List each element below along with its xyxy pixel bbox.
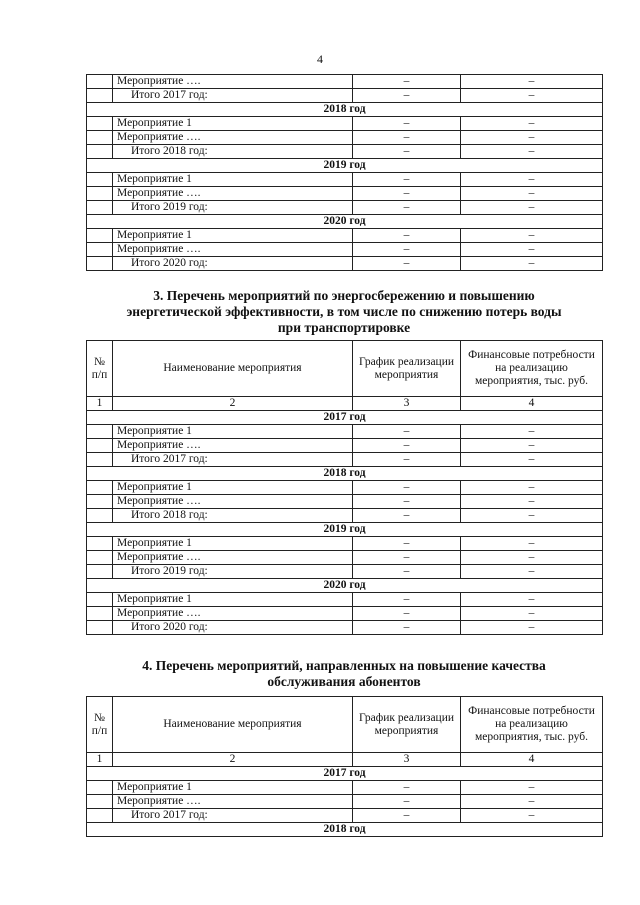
finance-cell: – (461, 425, 603, 439)
schedule-cell: – (353, 551, 461, 565)
event-name: Мероприятие …. (113, 607, 353, 621)
energy-saving-events-table (86, 340, 603, 635)
finance-cell: – (461, 481, 603, 495)
total-label: Итого 2018 год: (113, 509, 353, 523)
table-row (87, 551, 603, 565)
event-name: Мероприятие …. (113, 75, 353, 89)
event-name: Мероприятие …. (113, 187, 353, 201)
event-name: Мероприятие 1 (113, 173, 353, 187)
section-3-title-line: 3. Перечень мероприятий по энергосбережению и повышению (153, 288, 535, 303)
number-cell (87, 243, 113, 257)
schedule-cell: – (353, 621, 461, 635)
year-label: 2019 год (87, 523, 603, 537)
header-schedule: График реализации мероприятия (353, 341, 461, 397)
table-row (87, 75, 603, 89)
table-row (87, 795, 603, 809)
index-cell: 1 (87, 397, 113, 411)
event-name: Мероприятие …. (113, 551, 353, 565)
header-finance: Финансовые потребности на реализацию мероприятия, тыс. руб. (461, 697, 603, 753)
number-cell (87, 439, 113, 453)
number-cell (87, 117, 113, 131)
table-row (87, 131, 603, 145)
finance-cell: – (461, 509, 603, 523)
event-name: Мероприятие 1 (113, 117, 353, 131)
total-row (87, 621, 603, 635)
number-cell (87, 89, 113, 103)
year-row (87, 215, 603, 229)
header-number: № п/п (87, 697, 113, 753)
year-row (87, 411, 603, 425)
total-row (87, 809, 603, 823)
number-cell (87, 495, 113, 509)
total-label: Итого 2017 год: (113, 809, 353, 823)
event-name: Мероприятие 1 (113, 425, 353, 439)
year-label: 2018 год (87, 823, 603, 837)
schedule-cell: – (353, 173, 461, 187)
year-label: 2017 год (87, 411, 603, 425)
finance-cell: – (461, 537, 603, 551)
schedule-cell: – (353, 565, 461, 579)
finance-cell: – (461, 565, 603, 579)
section-3-title-line: при транспортировке (277, 320, 411, 335)
number-cell (87, 781, 113, 795)
total-label: Итого 2020 год: (113, 257, 353, 271)
finance-cell: – (461, 607, 603, 621)
number-cell (87, 537, 113, 551)
event-name: Мероприятие 1 (113, 229, 353, 243)
number-cell (87, 201, 113, 215)
finance-cell: – (461, 145, 603, 159)
total-row (87, 565, 603, 579)
number-cell (87, 257, 113, 271)
event-name: Мероприятие 1 (113, 781, 353, 795)
total-row (87, 509, 603, 523)
table-row (87, 781, 603, 795)
schedule-cell: – (353, 593, 461, 607)
section-3-title-line: энергетической эффективности, в том числе по снижению потерь воды (126, 304, 562, 319)
finance-cell: – (461, 117, 603, 131)
events-table-continued (86, 74, 603, 271)
header-event-name: Наименование мероприятия (113, 697, 353, 753)
header-schedule: График реализации мероприятия (353, 697, 461, 753)
total-label: Итого 2018 год: (113, 145, 353, 159)
year-row (87, 523, 603, 537)
finance-cell: – (461, 257, 603, 271)
finance-cell: – (461, 131, 603, 145)
number-cell (87, 593, 113, 607)
table-row (87, 495, 603, 509)
schedule-cell: – (353, 117, 461, 131)
table-row (87, 243, 603, 257)
schedule-cell: – (353, 607, 461, 621)
section-3-title (86, 288, 602, 336)
schedule-cell: – (353, 243, 461, 257)
number-cell (87, 607, 113, 621)
schedule-cell: – (353, 439, 461, 453)
table-row (87, 537, 603, 551)
year-label: 2018 год (87, 467, 603, 481)
event-name: Мероприятие 1 (113, 593, 353, 607)
total-label: Итого 2017 год: (113, 89, 353, 103)
finance-cell: – (461, 453, 603, 467)
finance-cell: – (461, 439, 603, 453)
finance-cell: – (461, 201, 603, 215)
number-cell (87, 187, 113, 201)
event-name: Мероприятие 1 (113, 537, 353, 551)
number-cell (87, 481, 113, 495)
section-4-title (86, 658, 602, 690)
schedule-cell: – (353, 145, 461, 159)
schedule-cell: – (353, 809, 461, 823)
number-cell (87, 131, 113, 145)
table-row (87, 481, 603, 495)
finance-cell: – (461, 809, 603, 823)
schedule-cell: – (353, 781, 461, 795)
year-label: 2020 год (87, 215, 603, 229)
schedule-cell: – (353, 257, 461, 271)
event-name: Мероприятие 1 (113, 481, 353, 495)
index-cell: 4 (461, 397, 603, 411)
schedule-cell: – (353, 131, 461, 145)
schedule-cell: – (353, 495, 461, 509)
table-row (87, 439, 603, 453)
total-label: Итого 2019 год: (113, 201, 353, 215)
event-name: Мероприятие …. (113, 439, 353, 453)
total-label: Итого 2020 год: (113, 621, 353, 635)
schedule-cell: – (353, 537, 461, 551)
schedule-cell: – (353, 75, 461, 89)
number-cell (87, 551, 113, 565)
finance-cell: – (461, 75, 603, 89)
year-label: 2018 год (87, 103, 603, 117)
number-cell (87, 145, 113, 159)
index-cell: 4 (461, 753, 603, 767)
schedule-cell: – (353, 453, 461, 467)
finance-cell: – (461, 621, 603, 635)
number-cell (87, 425, 113, 439)
number-cell (87, 565, 113, 579)
schedule-cell: – (353, 425, 461, 439)
year-row (87, 467, 603, 481)
finance-cell: – (461, 795, 603, 809)
schedule-cell: – (353, 187, 461, 201)
year-row (87, 823, 603, 837)
number-cell (87, 809, 113, 823)
number-cell (87, 173, 113, 187)
finance-cell: – (461, 89, 603, 103)
page-number: 4 (317, 52, 323, 66)
event-name: Мероприятие …. (113, 495, 353, 509)
header-event-name: Наименование мероприятия (113, 341, 353, 397)
section-4-title-line: обслуживания абонентов (267, 674, 421, 689)
table-row (87, 425, 603, 439)
number-cell (87, 795, 113, 809)
finance-cell: – (461, 187, 603, 201)
table-row (87, 173, 603, 187)
schedule-cell: – (353, 201, 461, 215)
total-row (87, 89, 603, 103)
number-cell (87, 621, 113, 635)
table-row (87, 229, 603, 243)
number-cell (87, 75, 113, 89)
event-name: Мероприятие …. (113, 131, 353, 145)
table-row (87, 187, 603, 201)
table-row (87, 117, 603, 131)
year-label: 2019 год (87, 159, 603, 173)
schedule-cell: – (353, 509, 461, 523)
schedule-cell: – (353, 481, 461, 495)
total-row (87, 201, 603, 215)
table-row (87, 593, 603, 607)
finance-cell: – (461, 243, 603, 257)
schedule-cell: – (353, 89, 461, 103)
event-name: Мероприятие …. (113, 795, 353, 809)
total-row (87, 453, 603, 467)
index-cell: 1 (87, 753, 113, 767)
finance-cell: – (461, 229, 603, 243)
year-label: 2017 год (87, 767, 603, 781)
index-cell: 2 (113, 397, 353, 411)
schedule-cell: – (353, 229, 461, 243)
header-finance: Финансовые потребности на реализацию мероприятия, тыс. руб. (461, 341, 603, 397)
number-cell (87, 453, 113, 467)
index-cell: 2 (113, 753, 353, 767)
table-row (87, 607, 603, 621)
finance-cell: – (461, 593, 603, 607)
total-row (87, 257, 603, 271)
section-4-title-line: 4. Перечень мероприятий, направленных на повышение качества (142, 658, 546, 673)
year-row (87, 767, 603, 781)
finance-cell: – (461, 173, 603, 187)
total-row (87, 145, 603, 159)
finance-cell: – (461, 551, 603, 565)
year-row (87, 579, 603, 593)
year-label: 2020 год (87, 579, 603, 593)
finance-cell: – (461, 781, 603, 795)
service-quality-events-table (86, 696, 603, 837)
number-cell (87, 509, 113, 523)
header-number: № п/п (87, 341, 113, 397)
finance-cell: – (461, 495, 603, 509)
schedule-cell: – (353, 795, 461, 809)
year-row (87, 159, 603, 173)
year-row (87, 103, 603, 117)
number-cell (87, 229, 113, 243)
total-label: Итого 2017 год: (113, 453, 353, 467)
index-cell: 3 (353, 753, 461, 767)
index-cell: 3 (353, 397, 461, 411)
total-label: Итого 2019 год: (113, 565, 353, 579)
event-name: Мероприятие …. (113, 243, 353, 257)
